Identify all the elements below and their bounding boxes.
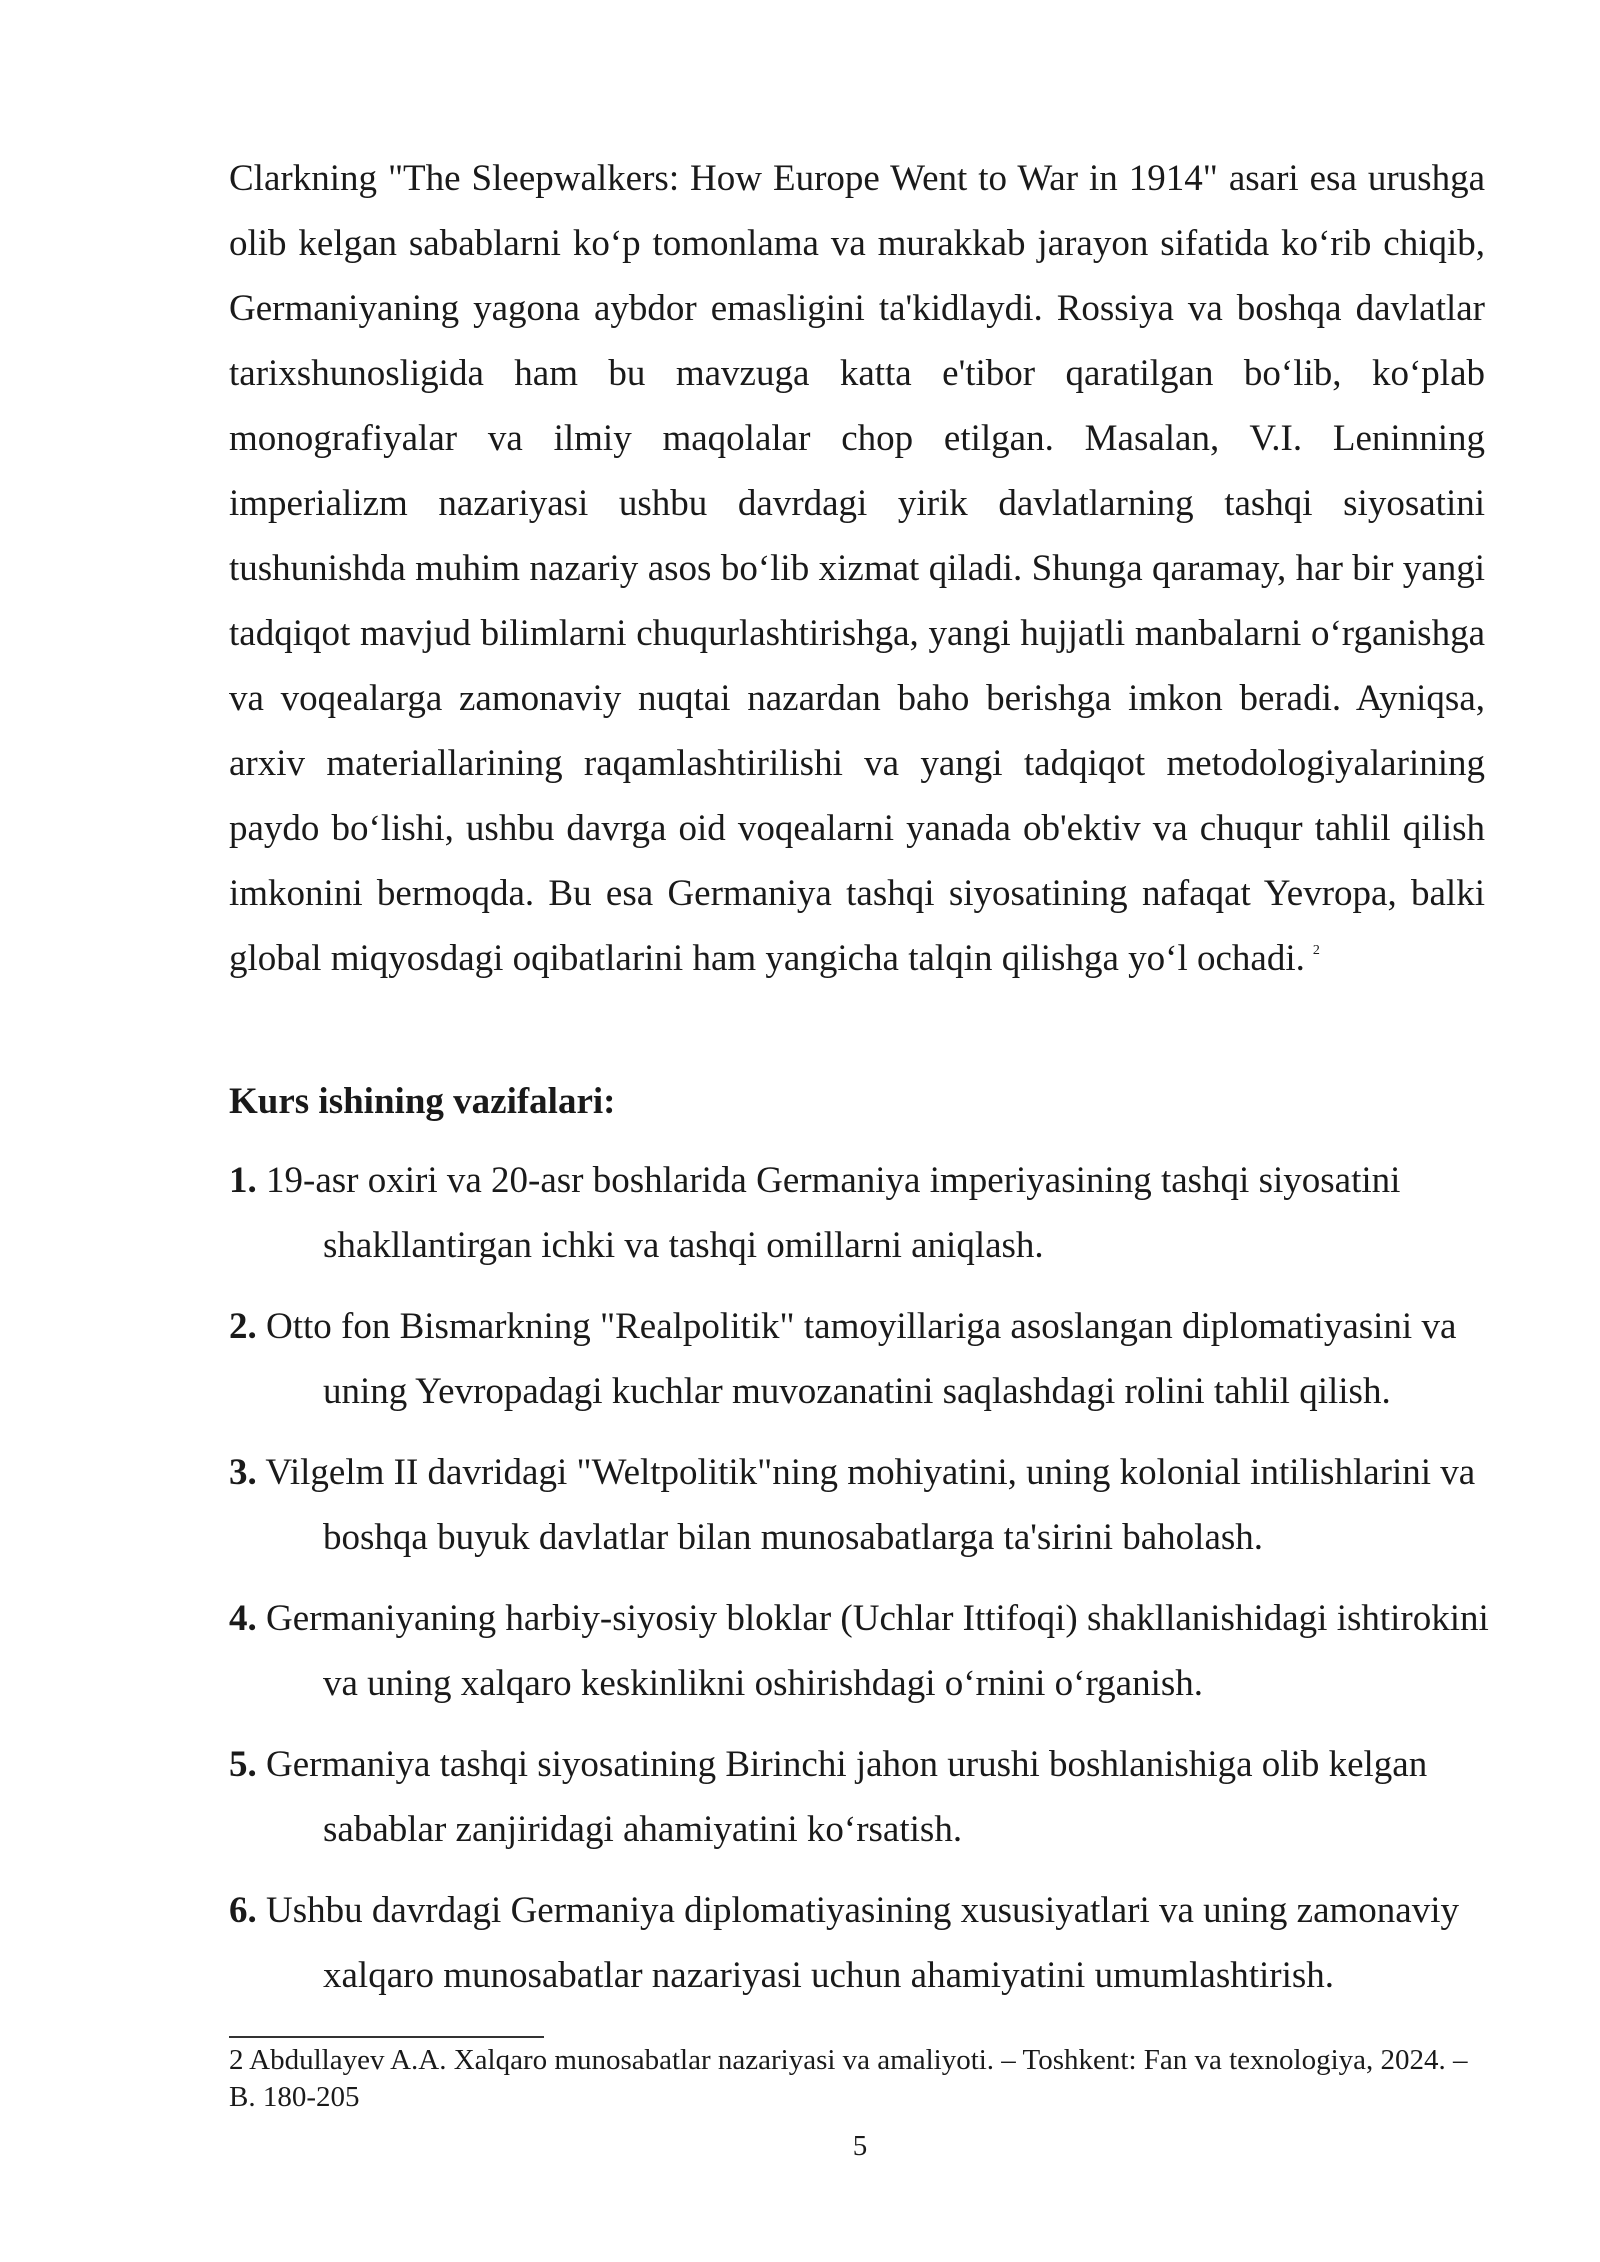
task-item-2 — [229, 1294, 1519, 1424]
footnote-reference: 2 — [1312, 943, 1320, 958]
task-item-5 — [229, 1732, 1519, 1862]
task-item-3 — [229, 1440, 1519, 1570]
footnote-separator — [229, 2036, 544, 2038]
task-item-6 — [229, 1878, 1519, 2008]
tasks-list — [229, 1148, 1519, 2024]
task-number: 4. — [229, 1598, 257, 1639]
task-text: Ushbu davrdagi Germaniya diplomatiyasining xususiyatlari va uning zamonaviy xalqaro munosabatlar nazariyasi uchun ahamiyatini umumlashtirish. — [266, 1890, 1459, 1996]
task-number: 2. — [229, 1306, 257, 1347]
task-item-1 — [229, 1148, 1519, 1278]
body-paragraph — [229, 146, 1485, 991]
task-number: 1. — [229, 1160, 257, 1201]
body-paragraph-text: Clarkning "The Sleepwalkers: How Europe Went to War in 1914" asari esa urushga olib kelgan sabablarni koʻp tomonlama va murakkab jarayon sifatida koʻrib chiqib, Germaniyaning yagona aybdor emasligini ta'kidlaydi. Rossiya va boshqa davlatlar tarixshunosligida ham bu mavzuga katta e'tibor qaratilgan boʻlib, koʻplab monografiyalar va ilmiy maqolalar chop etilgan. Masalan, V.I. Leninning imperializm nazariyasi ushbu davrdagi yirik davlatlarning tashqi siyosatini tushunishda muhim nazariy asos boʻlib xizmat qiladi. Shunga qaramay, har bir yangi tadqiqot mavjud bilimlarni chuqurlashtirishga, yangi hujjatli manbalarni oʻrganishga va voqealarga zamonaviy nuqtai nazardan baho berishga imkon beradi. Ayniqsa, arxiv materiallarining raqamlashtirilishi va yangi tadqiqot metodologiyalarining paydo boʻlishi, ushbu davrga oid voqealarni yanada ob'ektiv va chuqur tahlil qilish imkonini bermoqda. Bu esa Germaniya tashqi siyosatining nafaqat Yevropa, balki global miqyosdagi oqibatlarini ham yangicha talqin qilishga yoʻl ochadi. — [229, 158, 1485, 979]
task-number: 5. — [229, 1744, 257, 1785]
task-number: 6. — [229, 1890, 257, 1931]
footnote-text: 2 Abdullayev A.A. Xalqaro munosabatlar nazariyasi va amaliyoti. – Toshkent: Fan va texnologiya, 2024. – B. 180-205 — [229, 2044, 1468, 2113]
task-text: Germaniya tashqi siyosatining Birinchi jahon urushi boshlanishiga olib kelgan sabablar zanjiridagi ahamiyatini koʻrsatish. — [266, 1744, 1428, 1850]
task-text: Vilgelm II davridagi "Weltpolitik"ning mohiyatini, uning kolonial intilishlarini va boshqa buyuk davlatlar bilan munosabatlarga ta'sirini baholash. — [265, 1452, 1476, 1558]
page-number: 5 — [852, 2130, 868, 2162]
task-text: 19-asr oxiri va 20-asr boshlarida Germaniya imperiyasining tashqi siyosatini shakllantirgan ichki va tashqi omillarni aniqlash. — [266, 1160, 1401, 1266]
task-text: Germaniyaning harbiy-siyosiy bloklar (Uchlar Ittifoqi) shakllanishidagi ishtirokini va uning xalqaro keskinlikni oshirishdagi oʻrnini oʻrganish. — [266, 1598, 1489, 1704]
task-text: Otto fon Bismarkning "Realpolitik" tamoyillariga asoslangan diplomatiyasini va uning Yevropadagi kuchlar muvozanatini saqlashdagi rolini tahlil qilish. — [266, 1306, 1457, 1412]
tasks-heading: Kurs ishining vazifalari: — [229, 1081, 616, 1122]
task-number: 3. — [229, 1452, 257, 1493]
task-item-4 — [229, 1586, 1519, 1716]
